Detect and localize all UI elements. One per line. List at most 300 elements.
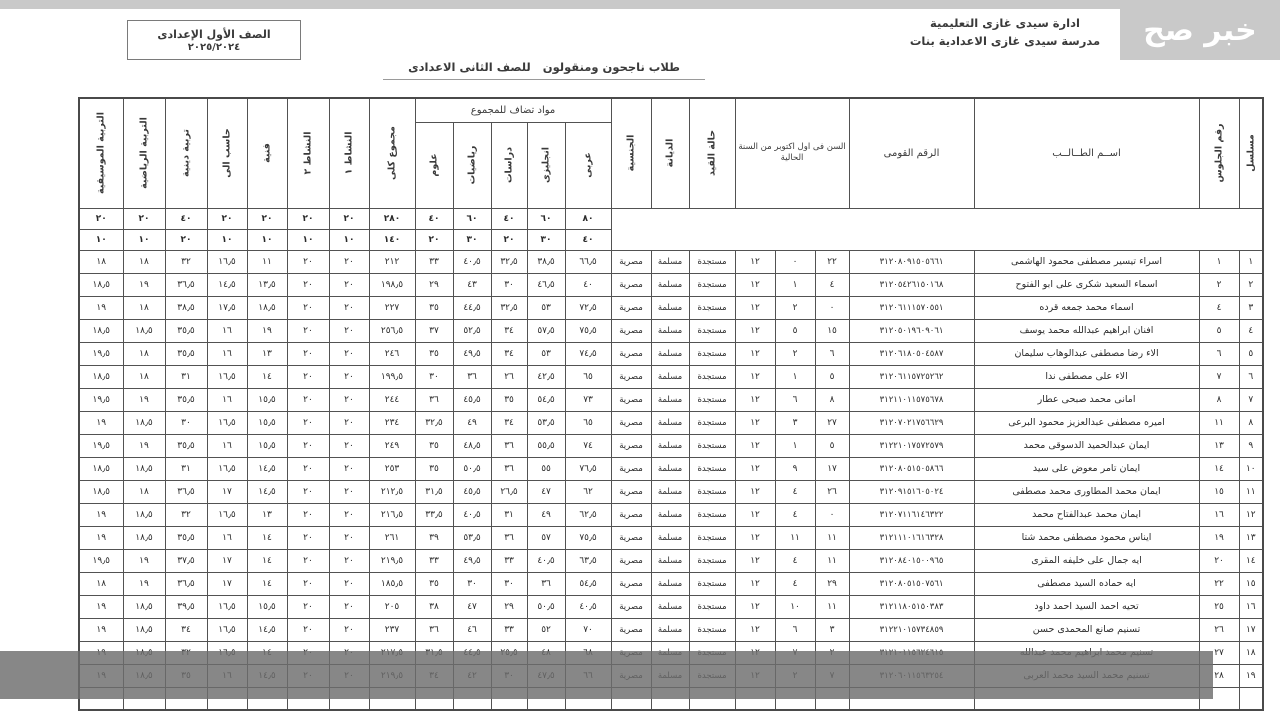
cell-religion: مسلمة: [651, 365, 689, 388]
cell-sc: ٣٢٫٥: [415, 411, 453, 434]
cell-total: ٢٣٧: [369, 618, 415, 641]
col-header-national-id: الرقم القومى: [849, 98, 974, 208]
cell-mus: ١٩٫٥: [79, 388, 123, 411]
cell-seat: ١٩: [1199, 526, 1239, 549]
cell-year: ١٢: [735, 549, 775, 572]
col-header-science: علوم: [415, 122, 453, 208]
table-row: [79, 595, 1263, 618]
cell-en: ٤٧: [527, 480, 565, 503]
cell-religion: مسلمة: [651, 296, 689, 319]
cell-pe: ١٨٫٥: [123, 411, 165, 434]
cell-pe: ١٨٫٥: [123, 595, 165, 618]
cell-nid: ٣١٢١١١٠١٦١٦٣٢٨: [849, 526, 974, 549]
min-sc: ٢٠: [415, 229, 453, 250]
cell-ma: ٤٨٫٥: [453, 434, 491, 457]
col-header-pe: التربية الرياضية: [123, 98, 165, 208]
cell-mus: ١٨٫٥: [79, 480, 123, 503]
cell-a1: ٢٠: [329, 319, 369, 342]
cell-day: ٢٩: [815, 572, 849, 595]
cell-total: ٢٤٩: [369, 434, 415, 457]
cell-ma: ٤٩: [453, 411, 491, 434]
cell-art: ١٤٫٥: [247, 457, 287, 480]
table-row: [79, 250, 1263, 273]
cell-st: ٣٣: [491, 549, 527, 572]
cell-mus: ١٩٫٥: [79, 342, 123, 365]
cell-month: ٩: [775, 457, 815, 480]
min-total: ١٤٠: [369, 229, 415, 250]
cell-religion: مسلمة: [651, 549, 689, 572]
cell-comp: ١٦٫٥: [207, 457, 247, 480]
cell-a1: ٢٠: [329, 618, 369, 641]
cell-ma: ٤٩٫٥: [453, 342, 491, 365]
min-comp: ١٠: [207, 229, 247, 250]
cell-st: ٣٥: [491, 388, 527, 411]
class-box: [127, 20, 301, 60]
cell-art: ١٤: [247, 572, 287, 595]
cell-art: ١٥٫٥: [247, 388, 287, 411]
cell-a1: ٢٠: [329, 342, 369, 365]
cell-name: اسماء محمد جمعه قرده: [974, 296, 1199, 319]
cell-ma: ٤٣: [453, 273, 491, 296]
cell-status: مستجدة: [689, 572, 735, 595]
cell-year: ١٢: [735, 365, 775, 388]
cell-pe: ١٩: [123, 549, 165, 572]
cell-mus: ١٨٫٥: [79, 273, 123, 296]
cell-art: ١٥٫٥: [247, 411, 287, 434]
cell-name: الاء على مصطفى ندا: [974, 365, 1199, 388]
cell-total: ٢١٦٫٥: [369, 503, 415, 526]
cell-rel: ٣٦٫٥: [165, 273, 207, 296]
cell-mus: ١٩: [79, 526, 123, 549]
cell-seat: ٢: [1199, 273, 1239, 296]
cell-en: ٥٣٫٥: [527, 411, 565, 434]
cell-month: ١٠: [775, 595, 815, 618]
cell-pe: ١٨٫٥: [123, 503, 165, 526]
cell-day: ٠: [815, 503, 849, 526]
cell-comp: ١٦: [207, 388, 247, 411]
cell-nid: ٣١٢٠٨٤٠١٥٠٠٩٦٥: [849, 549, 974, 572]
cell-a2: ٢٠: [287, 457, 329, 480]
cell-rel: ٣٩٫٥: [165, 595, 207, 618]
cell-serial: ٢: [1239, 273, 1263, 296]
cell-status: مستجدة: [689, 595, 735, 618]
cell-nationality: مصرية: [611, 549, 651, 572]
cell-a1: ٢٠: [329, 365, 369, 388]
col-header-seat: رقم الجلوس: [1199, 98, 1239, 208]
cell-mus: ١٨٫٥: [79, 319, 123, 342]
cell-serial: ١٨: [1239, 641, 1263, 664]
cell-nationality: مصرية: [611, 503, 651, 526]
max-rel: ٤٠: [165, 208, 207, 229]
table-row: [79, 411, 1263, 434]
cell-day: ٢٦: [815, 480, 849, 503]
cell-en: ٣٦: [527, 572, 565, 595]
col-header-total: مجموع كلى: [369, 98, 415, 208]
cell-a2: ٢٠: [287, 526, 329, 549]
cell-name: ايمان عبدالحميد الدسوقى محمد: [974, 434, 1199, 457]
cell-comp: ١٦٫٥: [207, 618, 247, 641]
cell-comp: ١٦٫٥: [207, 411, 247, 434]
cell-name: اميره مصطفى عبدالعزيز محمود البرعى: [974, 411, 1199, 434]
cell-serial: ٩: [1239, 434, 1263, 457]
cell-status: مستجدة: [689, 480, 735, 503]
cell-month: ٠: [775, 250, 815, 273]
min-a2: ١٠: [287, 229, 329, 250]
cell-a2: ٢٠: [287, 618, 329, 641]
cell-total: ١٩٩٫٥: [369, 365, 415, 388]
cell-name: ايه جمال على خليفه المقرى: [974, 549, 1199, 572]
cell-sc: ٣٦: [415, 388, 453, 411]
cell-day: ٢٢: [815, 250, 849, 273]
cell-mus: ١٨: [79, 572, 123, 595]
cell-religion: مسلمة: [651, 572, 689, 595]
cell-rel: ٣٨٫٥: [165, 296, 207, 319]
cell-month: ٣: [775, 411, 815, 434]
cell-year: ١٢: [735, 411, 775, 434]
cell-rel: ٣٧٫٥: [165, 549, 207, 572]
cell-ma: ٣٦: [453, 365, 491, 388]
cell-en: ٤٩: [527, 503, 565, 526]
cell-st: ٣٦: [491, 434, 527, 457]
cell-mus: ١٩: [79, 296, 123, 319]
cell-name: ايه حماده السيد مصطفى: [974, 572, 1199, 595]
col-header-religious-ed: تربية دينية: [165, 98, 207, 208]
cell-pe: ١٩: [123, 273, 165, 296]
cell-mus: ١٩٫٥: [79, 434, 123, 457]
col-header-religion: الديانة: [651, 98, 689, 208]
cell-ar: ٦٣٫٥: [565, 549, 611, 572]
cell-status: مستجدة: [689, 411, 735, 434]
cell-a1: ٢٠: [329, 434, 369, 457]
col-header-nationality: الجنسية: [611, 98, 651, 208]
cell-nationality: مصرية: [611, 618, 651, 641]
cell-day: ٨: [815, 388, 849, 411]
cell-ma: ٥٣٫٥: [453, 526, 491, 549]
col-header-age-group: السن فى اول اكتوبر من السنة الحالية: [735, 98, 849, 208]
cell-st: ٣٤: [491, 342, 527, 365]
cell-st: ٣٦: [491, 526, 527, 549]
cell-st: ٣٤: [491, 319, 527, 342]
min-ma: ٣٠: [453, 229, 491, 250]
max-sc: ٤٠: [415, 208, 453, 229]
cell-en: ٥٧٫٥: [527, 319, 565, 342]
cell-ma: ٤٠٫٥: [453, 503, 491, 526]
cell-nid: ٣١٢٠٨٠٥١٥٠٧٥٦١: [849, 572, 974, 595]
cell-serial: ١: [1239, 250, 1263, 273]
cell-comp: ١٧: [207, 572, 247, 595]
cell-name: اسماء السعيد شكرى على ابو الفتوح: [974, 273, 1199, 296]
cell-nationality: مصرية: [611, 411, 651, 434]
cell-year: ١٢: [735, 250, 775, 273]
cell-ar: ٦٥: [565, 365, 611, 388]
cell-a2: ٢٠: [287, 319, 329, 342]
cell-a2: ٢٠: [287, 595, 329, 618]
cell-sc: ٣٠: [415, 365, 453, 388]
cell-st: ٣٢٫٥: [491, 296, 527, 319]
cell-comp: ١٦: [207, 434, 247, 457]
cell-nid: ٣١٢٠٧١١٦١٤٦٣٢٢: [849, 503, 974, 526]
cell-st: ٣١: [491, 503, 527, 526]
cell-art: ١٥٫٥: [247, 595, 287, 618]
cell-seat: ٢٢: [1199, 572, 1239, 595]
cell-serial: ٦: [1239, 365, 1263, 388]
cell-total: ٢١٢: [369, 250, 415, 273]
cell-mus: ١٨: [79, 250, 123, 273]
cell-en: ٥٧: [527, 526, 565, 549]
cell-year: ١٢: [735, 572, 775, 595]
cell-a2: ٢٠: [287, 273, 329, 296]
cell-st: ٣٤: [491, 411, 527, 434]
cell-st: ٣٢٫٥: [491, 250, 527, 273]
cell-rel: ٣٥٫٥: [165, 342, 207, 365]
table-row: [79, 296, 1263, 319]
cell-month: ٤: [775, 549, 815, 572]
cell-art: ١٣: [247, 503, 287, 526]
cell-religion: مسلمة: [651, 273, 689, 296]
results-table: [78, 97, 1264, 711]
cell-st: ٣٠: [491, 572, 527, 595]
min-rel: ٢٠: [165, 229, 207, 250]
cell-sc: ٣٥: [415, 572, 453, 595]
cell-a2: ٢٠: [287, 411, 329, 434]
cell-a2: ٢٠: [287, 572, 329, 595]
admin-line-2: مدرسة سيدى غازى الاعدادية بنات: [909, 34, 1101, 49]
table-row: [79, 388, 1263, 411]
cell-a2: ٢٠: [287, 250, 329, 273]
cell-religion: مسلمة: [651, 342, 689, 365]
min-ar: ٤٠: [565, 229, 611, 250]
cell-year: ١٢: [735, 526, 775, 549]
cell-nid: ٣١٢٠٥٤٢٦١٥٠١٦٨: [849, 273, 974, 296]
cell-year: ١٢: [735, 457, 775, 480]
admin-block: [890, 14, 1120, 51]
cell-ma: ٣٠: [453, 572, 491, 595]
cell-rel: ٣١: [165, 457, 207, 480]
cell-sc: ٣١٫٥: [415, 480, 453, 503]
cell-day: ٦: [815, 342, 849, 365]
cell-a1: ٢٠: [329, 572, 369, 595]
cell-ar: ٤٠: [565, 273, 611, 296]
cell-nid: ٣١٢٠٦١٨٠٥٠٤٥٨٧: [849, 342, 974, 365]
cell-day: ١٥: [815, 319, 849, 342]
cell-nid: ٣١٢٢١٠١٧٥٧٢٥٧٩: [849, 434, 974, 457]
cell-nid: ٣١٢١١٨٠٥١٥٠٣٨٣: [849, 595, 974, 618]
cell-pe: ١٨: [123, 250, 165, 273]
max-comp: ٢٠: [207, 208, 247, 229]
cell-nationality: مصرية: [611, 342, 651, 365]
max-marks-row: [79, 208, 1263, 229]
col-header-subjects-group: مواد تضاف للمجموع: [415, 98, 611, 122]
max-a2: ٢٠: [287, 208, 329, 229]
cell-sc: ٣٥: [415, 342, 453, 365]
cell-en: ٣٨٫٥: [527, 250, 565, 273]
table-row: [79, 526, 1263, 549]
class-grade-label: الصف الأول الإعدادى: [157, 27, 271, 41]
cell-st: ٢٦: [491, 365, 527, 388]
cell-serial: ٣: [1239, 296, 1263, 319]
cell-nid: ٣١٢١١٠١١٥٧٥٦٧٨: [849, 388, 974, 411]
col-header-activity2: النشاط ٢: [287, 98, 329, 208]
cell-ma: ٤٤٫٥: [453, 296, 491, 319]
cell-serial: ٨: [1239, 411, 1263, 434]
cell-pe: ١٨٫٥: [123, 618, 165, 641]
max-pe: ٢٠: [123, 208, 165, 229]
cell-ma: ٤٩٫٥: [453, 549, 491, 572]
col-header-english: انجليزى: [527, 122, 565, 208]
cell-ar: ٧٢٫٥: [565, 296, 611, 319]
cell-comp: ١٧٫٥: [207, 296, 247, 319]
cell-total: ٢٢٧: [369, 296, 415, 319]
cell-year: ١٢: [735, 273, 775, 296]
cell-st: ٣٦: [491, 457, 527, 480]
table-row: [79, 480, 1263, 503]
cell-pe: ١٨٫٥: [123, 319, 165, 342]
cell-total: ٢٥٦٫٥: [369, 319, 415, 342]
max-en: ٦٠: [527, 208, 565, 229]
cell-mus: ١٩: [79, 503, 123, 526]
cell-en: ٥٥٫٥: [527, 434, 565, 457]
cell-religion: مسلمة: [651, 480, 689, 503]
cell-art: ١٤: [247, 526, 287, 549]
cell-name: امانى محمد صبحى عطار: [974, 388, 1199, 411]
cell-sc: ٢٩: [415, 273, 453, 296]
cell-a2: ٢٠: [287, 434, 329, 457]
cell-comp: ١٧: [207, 480, 247, 503]
cell-religion: مسلمة: [651, 319, 689, 342]
max-ar: ٨٠: [565, 208, 611, 229]
cell-a2: ٢٠: [287, 296, 329, 319]
cell-serial: [1239, 687, 1263, 710]
cell-seat: ١٥: [1199, 480, 1239, 503]
cell-comp: ١٦: [207, 319, 247, 342]
cell-total: ٢٠٥: [369, 595, 415, 618]
cell-pe: ١٨: [123, 365, 165, 388]
cell-rel: ٣١: [165, 365, 207, 388]
cell-sc: ٣٧: [415, 319, 453, 342]
cell-month: ٤: [775, 572, 815, 595]
cell-rel: ٣٤: [165, 618, 207, 641]
cell-seat: ٢٠: [1199, 549, 1239, 572]
merged-empty-cell: [611, 208, 1263, 250]
cell-nid: ٣١٢٠٨٠٥١٥٠٥٨٦٦: [849, 457, 974, 480]
cell-serial: ٧: [1239, 388, 1263, 411]
cell-year: ١٢: [735, 618, 775, 641]
cell-name: تحيه احمد السيد احمد داود: [974, 595, 1199, 618]
cell-comp: ١٦: [207, 526, 247, 549]
cell-month: ١: [775, 273, 815, 296]
cell-name: ايمان محمد عبدالفتاح محمد: [974, 503, 1199, 526]
cell-art: ١٤٫٥: [247, 618, 287, 641]
cell-nationality: مصرية: [611, 250, 651, 273]
cell-name: اسراء تيسير مصطفى محمود الهاشمى: [974, 250, 1199, 273]
cell-status: مستجدة: [689, 319, 735, 342]
table-row: [79, 618, 1263, 641]
cell-status: مستجدة: [689, 342, 735, 365]
cell-seat: ٦: [1199, 342, 1239, 365]
cell-status: مستجدة: [689, 457, 735, 480]
col-header-computer: حاسب الى: [207, 98, 247, 208]
cell-religion: مسلمة: [651, 388, 689, 411]
cell-month: ٦: [775, 388, 815, 411]
cell-a1: ٢٠: [329, 480, 369, 503]
col-header-serial: مسلسل: [1239, 98, 1263, 208]
cell-seat: ٧: [1199, 365, 1239, 388]
cell-status: مستجدة: [689, 365, 735, 388]
col-header-name: اســم الطــالــب: [974, 98, 1199, 208]
cell-nid: ٣١٢٠٧٠٢١٧٥٦٦٢٩: [849, 411, 974, 434]
cell-year: ١٢: [735, 595, 775, 618]
cell-ma: ٥٠٫٥: [453, 457, 491, 480]
col-header-activity1: النشاط ١: [329, 98, 369, 208]
cell-a1: ٢٠: [329, 595, 369, 618]
min-a1: ١٠: [329, 229, 369, 250]
cell-religion: مسلمة: [651, 526, 689, 549]
cell-pe: ١٨: [123, 480, 165, 503]
max-ma: ٦٠: [453, 208, 491, 229]
cell-nationality: مصرية: [611, 595, 651, 618]
col-header-arabic: عربى: [565, 122, 611, 208]
cell-ma: ٥٢٫٥: [453, 319, 491, 342]
cell-pe: ١٨: [123, 342, 165, 365]
cell-rel: ٣٢: [165, 250, 207, 273]
cell-day: ٥: [815, 434, 849, 457]
cell-ar: ٦٢: [565, 480, 611, 503]
table-row: [79, 572, 1263, 595]
cell-comp: ١٧: [207, 549, 247, 572]
cell-a2: ٢٠: [287, 388, 329, 411]
cell-mus: ١٩٫٥: [79, 549, 123, 572]
cell-nid: ٣١٢٠٥٠١٩٦٠٩٠٦١: [849, 319, 974, 342]
cell-nationality: مصرية: [611, 273, 651, 296]
cell-a1: ٢٠: [329, 273, 369, 296]
cell-a1: ٢٠: [329, 411, 369, 434]
cell-total: ٢٥٣: [369, 457, 415, 480]
cell-en: ٥٠٫٥: [527, 595, 565, 618]
cell-en: ٥٥: [527, 457, 565, 480]
max-art: ٢٠: [247, 208, 287, 229]
cell-a1: ٢٠: [329, 457, 369, 480]
cell-art: ١٤٫٥: [247, 480, 287, 503]
cell-en: ٥٤٫٥: [527, 388, 565, 411]
cell-ar: ٤٠٫٥: [565, 595, 611, 618]
cell-year: ١٢: [735, 388, 775, 411]
cell-seat: ١٤: [1199, 457, 1239, 480]
cell-mus: ١٨٫٥: [79, 457, 123, 480]
cell-name: افنان ابراهيم عبدالله محمد يوسف: [974, 319, 1199, 342]
cell-religion: مسلمة: [651, 618, 689, 641]
cell-day: ١١: [815, 526, 849, 549]
cell-rel: ٣٥٫٥: [165, 388, 207, 411]
cell-month: ٤: [775, 503, 815, 526]
cell-total: ٢١٢٫٥: [369, 480, 415, 503]
min-st: ٢٠: [491, 229, 527, 250]
cell-status: مستجدة: [689, 549, 735, 572]
cell-ar: ٧٤: [565, 434, 611, 457]
cell-nid: ٣١٢٠٨٠٩١٥٠٥٦٦١: [849, 250, 974, 273]
cell-day: ١٧: [815, 457, 849, 480]
cell-seat: ٤: [1199, 296, 1239, 319]
cell-nationality: مصرية: [611, 457, 651, 480]
watermark-patch: [1120, 0, 1280, 60]
cell-total: ٢٤٦: [369, 342, 415, 365]
max-total: ٢٨٠: [369, 208, 415, 229]
cell-total: ٢١٩٫٥: [369, 549, 415, 572]
watermark-text: خبر صح: [1143, 12, 1257, 48]
cell-status: مستجدة: [689, 503, 735, 526]
cell-serial: ١٤: [1239, 549, 1263, 572]
cell-serial: ١٠: [1239, 457, 1263, 480]
max-a1: ٢٠: [329, 208, 369, 229]
